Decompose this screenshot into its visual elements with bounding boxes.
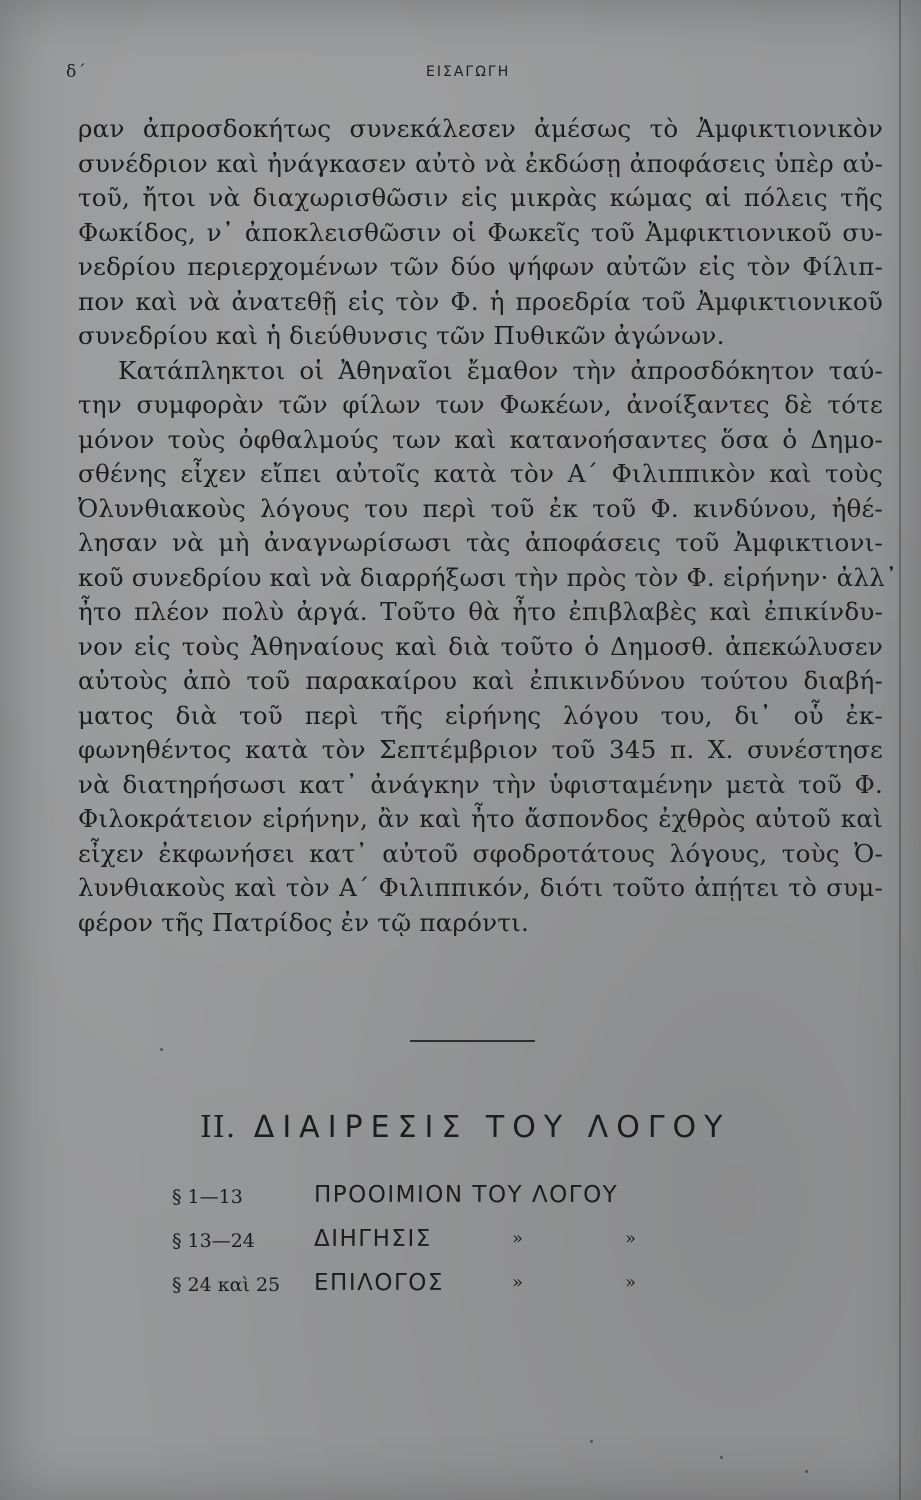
paper-speck [805, 1470, 808, 1473]
text-line: ἦτο πλέον πολὺ ἀργά. Τοῦτο θὰ ἦτο ἐπιβλαβὲς καὶ ἐπικίνδυ- [78, 597, 883, 626]
text-line: φωνηθέντος κατὰ τὸν Σεπτέμβριον τοῦ 345 π. Χ. συνέστησε [78, 735, 883, 764]
text-line: ματος διὰ τοῦ περὶ τῆς εἰρήνης λόγου του, δι᾽ οὗ ἐκ- [78, 700, 883, 730]
table-of-contents [172, 1180, 732, 1312]
toc-title: ΕΠΙΛΟΓΟΣ [314, 1270, 444, 1296]
toc-row [172, 1224, 732, 1268]
text-line: Ὀλυνθιακοὺς λόγους του περὶ τοῦ ἐκ τοῦ Φ. κινδύνου, ἠθέ- [78, 493, 883, 523]
toc-title: ΠΡΟΟΙΜΙΟΝ ΤΟΥ ΛΟΓΟΥ [314, 1182, 619, 1208]
toc-range: § 24 καὶ 25 [172, 1274, 281, 1296]
toc-range: § 13—24 [172, 1230, 255, 1252]
page-edge-line [899, 0, 901, 1500]
text-line: νον εἰς τοὺς Ἀθηναίους καὶ διὰ τοῦτο ὁ Δημοσθ. ἀπεκώλυσεν [78, 631, 883, 661]
toc-ditto-mark: » [625, 1272, 637, 1293]
text-line: τοῦ, ἤτοι νὰ διαχωρισθῶσιν εἰς μικρὰς κώμας αἱ πόλεις τῆς [78, 183, 883, 212]
text-line: σθένης εἶχεν εἴπει αὐτοῖς κατὰ τὸν Α΄ Φιλιππικὸν καὶ τοὺς [78, 459, 883, 488]
page-number: δ΄ [66, 62, 87, 82]
text-line: λησαν νὰ μὴ ἀναγνωρίσωσι τὰς ἀποφάσεις τοῦ Ἀμφικτιονι- [78, 528, 883, 557]
text-line: Φωκίδος, ν᾽ ἀποκλεισθῶσιν οἱ Φωκεῖς τοῦ Ἀμφικτιονικοῦ συ- [78, 217, 883, 247]
section-title: ΔΙΑΙΡΕΣΙΣ ΤΟΥ ΛΟΓΟΥ [253, 1110, 731, 1145]
text-line: λυνθιακοὺς καὶ τὸν Α΄ Φιλιππικόν, διότι τοῦτο ἀπῄτει τὸ συμ- [78, 873, 883, 902]
section-heading [200, 1110, 800, 1145]
text-line: εἶχεν ἐκφωνήσει κατ᾽ αὐτοῦ σφοδροτάτους λόγους, τοὺς Ὀ- [78, 838, 883, 868]
toc-ditto-mark: » [512, 1228, 524, 1249]
toc-row [172, 1180, 732, 1224]
text-line: πον καὶ νὰ ἀνατεθῇ εἰς τὸν Φ. ἡ προεδρία τοῦ Ἀμφικτιονικοῦ [78, 286, 883, 316]
text-line: συνέδριον καὶ ἠνάγκασεν αὐτὸ νὰ ἐκδώσῃ ἀποφάσεις ὑπὲρ αὐ- [78, 148, 883, 178]
text-line: συνεδρίου καὶ ἡ διεύθυνσις τῶν Πυθικῶν ἀγώνων. [78, 321, 725, 350]
text-line: μόνον τοὺς ὀφθαλμούς των καὶ κατανοήσαντες ὅσα ὁ Δημο- [78, 424, 883, 454]
toc-title: ΔΙΗΓΗΣΙΣ [314, 1226, 432, 1252]
page-header [66, 62, 886, 92]
text-line: κοῦ συνεδρίου καὶ νὰ διαρρήξωσι τὴν πρὸς τὸν Φ. εἰρήνην· ἀλλ᾽ [78, 562, 898, 592]
text-line: την συμφορὰν τῶν φίλων των Φωκέων, ἀνοίξαντες δὲ τότε [78, 390, 883, 419]
toc-row [172, 1268, 732, 1312]
section-numeral: II. [200, 1110, 237, 1145]
text-line: νεδρίου περιερχομένων τῶν δύο ψήφων αὐτῶν εἰς τὸν Φίλιπ- [78, 252, 883, 281]
toc-ditto-mark: » [512, 1272, 524, 1293]
paper-speck [590, 1440, 593, 1443]
text-line: Φιλοκράτειον εἰρήνην, ἂν καὶ ἦτο ἄσπονδος ἐχθρὸς αὐτοῦ καὶ [78, 804, 883, 833]
text-line: νὰ διατηρήσωσι κατ᾽ ἀνάγκην τὴν ὑφισταμένην μετὰ τοῦ Φ. [78, 769, 883, 799]
running-title: ΕΙΣΑΓΩΓΗ [426, 64, 511, 80]
toc-range: § 1—13 [172, 1186, 243, 1208]
paper-speck [720, 1456, 723, 1459]
text-line: αὐτοὺς ἀπὸ τοῦ παρακαίρου καὶ ἐπικινδύνου τούτου διαβή- [78, 666, 883, 695]
section-separator [410, 1040, 535, 1042]
text-line: φέρον τῆς Πατρίδος ἐν τῷ παρόντι. [78, 907, 529, 937]
body-text [78, 112, 898, 940]
text-line: Κατάπληκτοι οἱ Ἀθηναῖοι ἔμαθον τὴν ἀπροσδόκητον ταύ- [118, 355, 883, 385]
text-line: ραν ἀπροσδοκήτως συνεκάλεσεν ἀμέσως τὸ Ἀμφικτιονικὸν [78, 114, 883, 143]
paper-speck [160, 1048, 163, 1051]
toc-ditto-mark: » [625, 1228, 637, 1249]
